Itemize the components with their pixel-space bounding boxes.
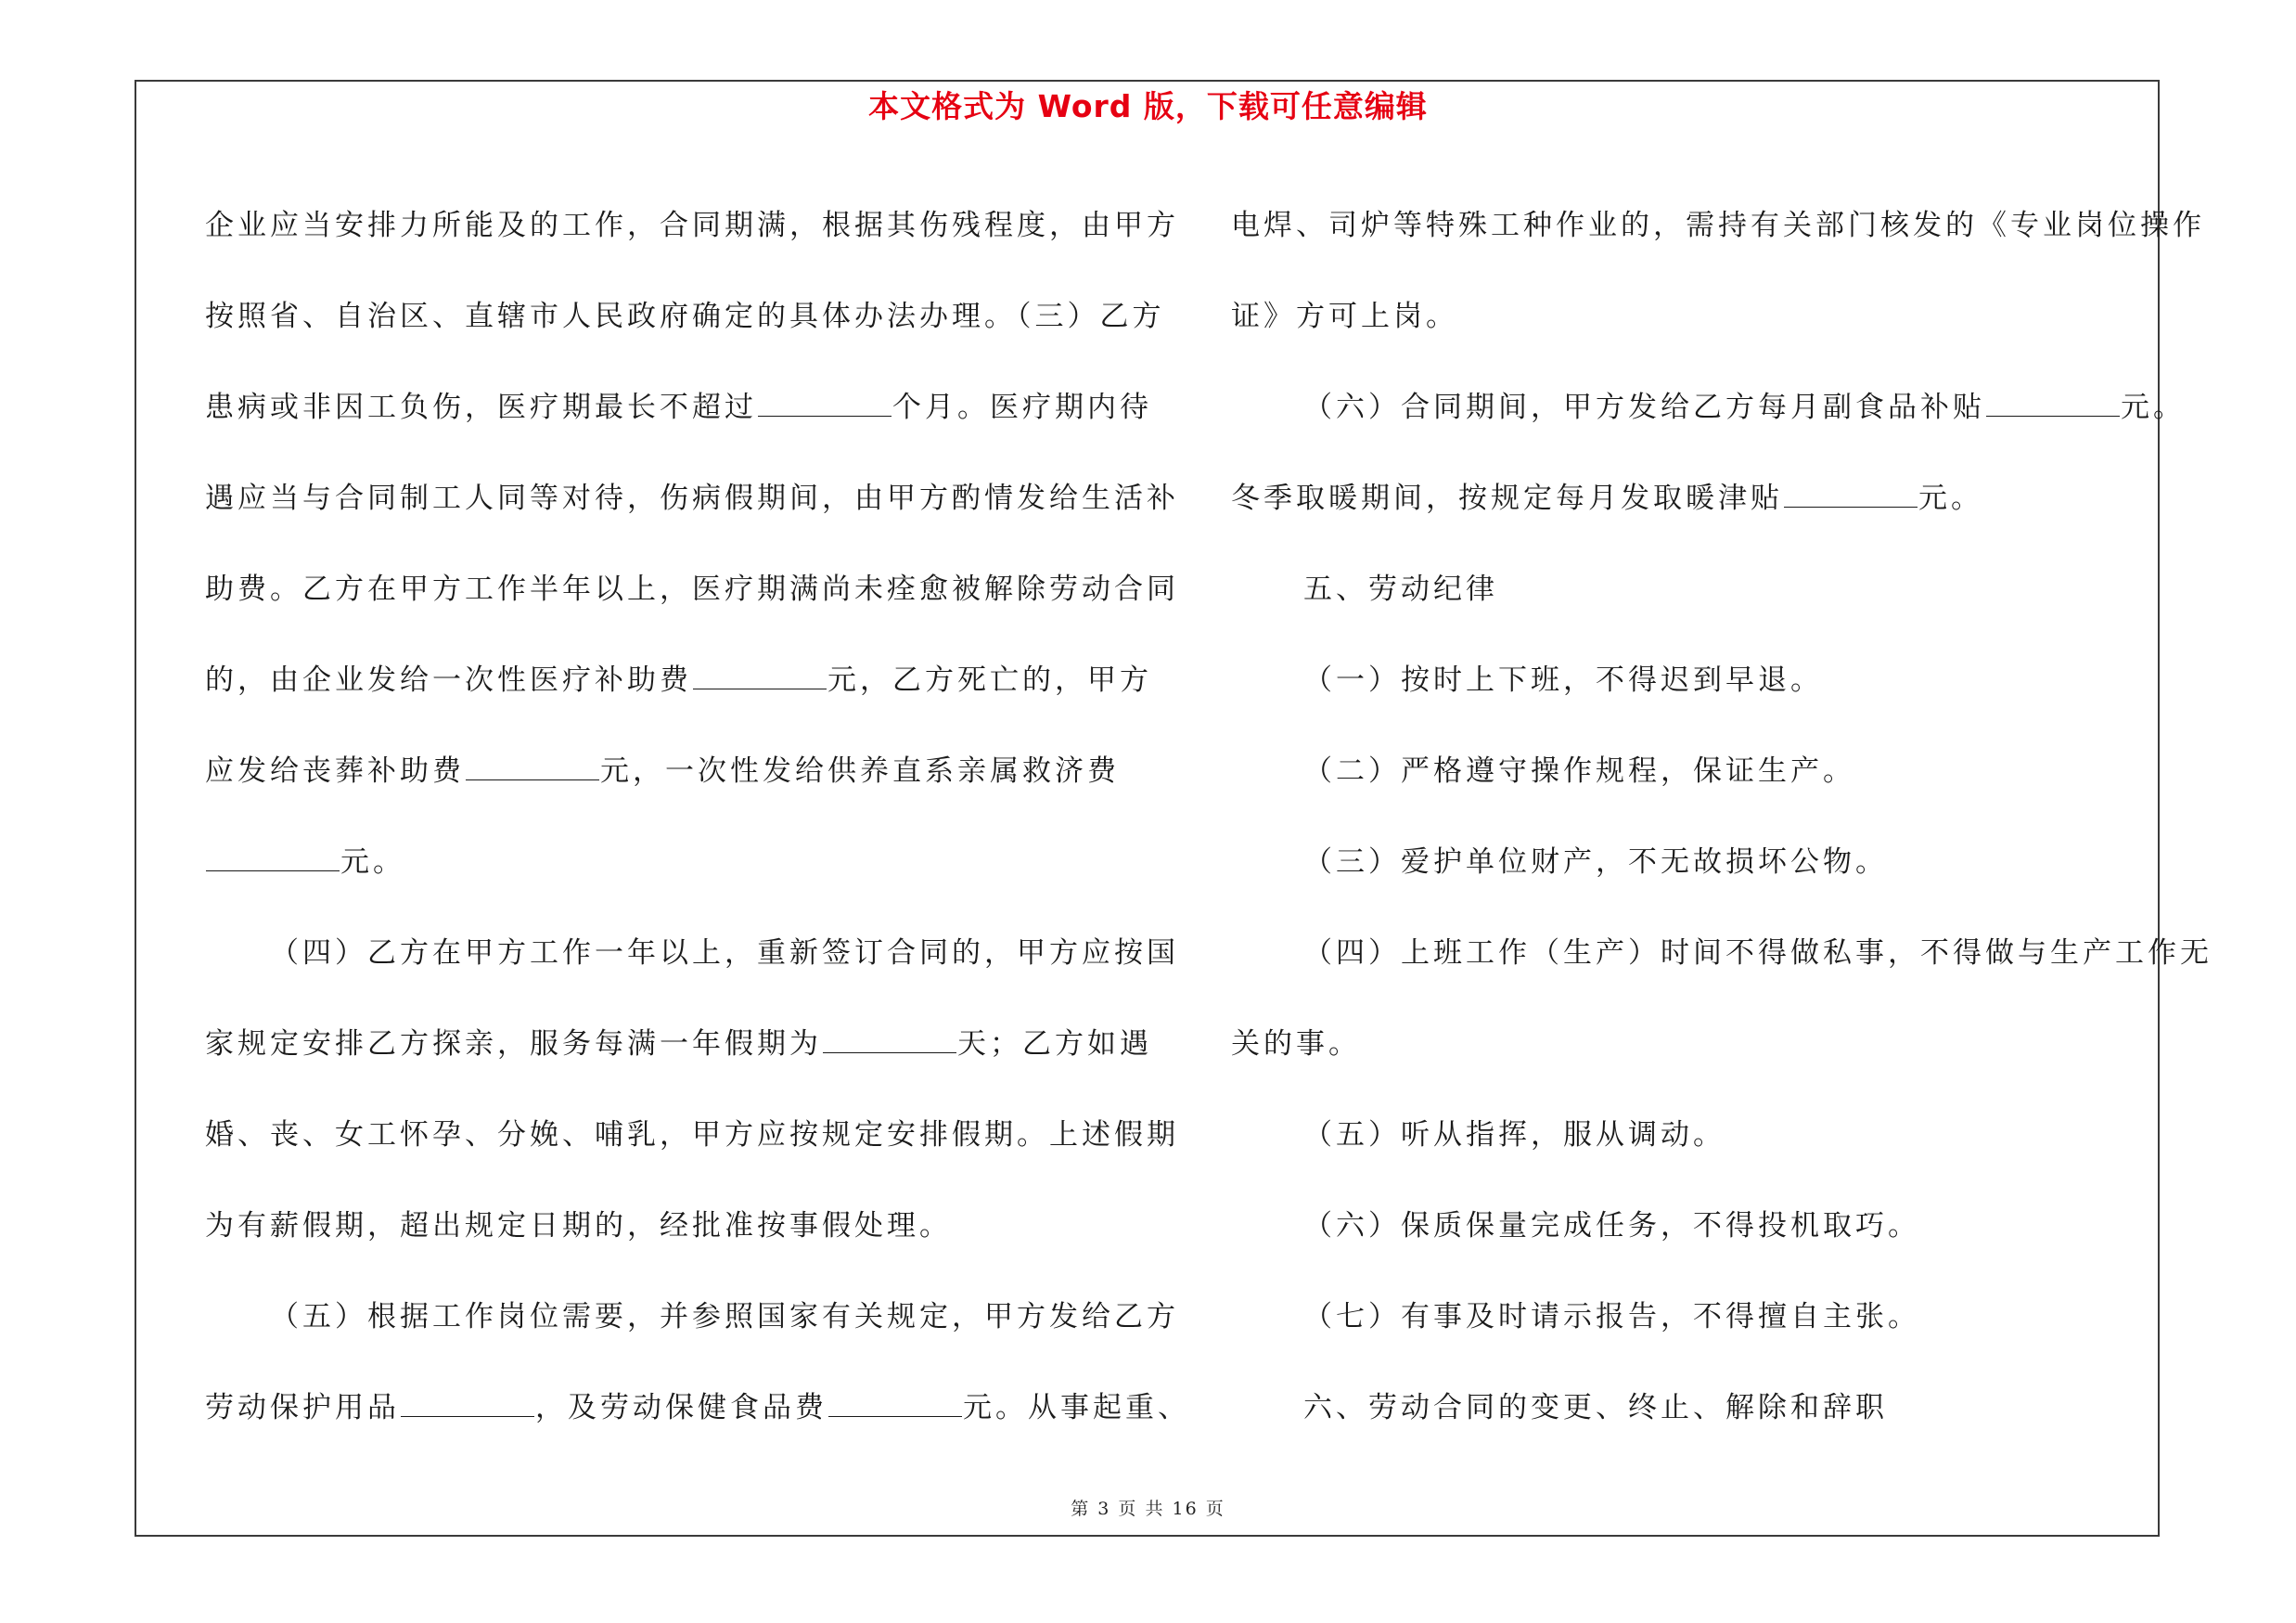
fill-in-blank[interactable]: [828, 1390, 962, 1417]
text-segment: （七）有事及时请示报告，不得擅自主张。: [1303, 1300, 1920, 1333]
text-segment: 助费。乙方在甲方工作半年以上，医疗期满尚未痊愈被解除劳动合同: [205, 573, 1179, 606]
text-segment: ，及劳动保健食品费: [535, 1391, 827, 1424]
text-line: [1231, 908, 2213, 998]
text-line: [205, 1362, 1190, 1453]
fill-in-blank[interactable]: [823, 1026, 956, 1053]
text-segment: 冬季取暖期间，按规定每月发取暖津贴: [1231, 482, 1783, 515]
text-segment: 电焊、司炉等特殊工种作业的，需持有关部门核发的《专业岗位操作: [1231, 209, 2205, 242]
text-line: [205, 817, 1133, 908]
fill-in-blank[interactable]: [1784, 481, 1918, 508]
text-segment: 六、劳动合同的变更、终止、解除和辞职: [1303, 1391, 1888, 1424]
text-segment: （六）合同期间，甲方发给乙方每月副食品补贴: [1303, 391, 1985, 424]
format-notice-banner: 本文格式为 Word 版，下载可任意编辑: [868, 88, 1428, 124]
text-segment: 五、劳动纪律: [1303, 573, 1498, 606]
text-line: [1231, 362, 2186, 453]
text-segment: 天；乙方如遇: [957, 1027, 1152, 1061]
text-segment: （四）乙方在甲方工作一年以上，重新签订合同的，甲方应按国: [270, 936, 1179, 970]
page-number: 第 3 页 共 16 页: [1071, 1499, 1225, 1519]
text-segment: （五）根据工作岗位需要，并参照国家有关规定，甲方发给乙方: [270, 1300, 1179, 1333]
fill-in-blank[interactable]: [401, 1390, 534, 1417]
text-segment: 元。: [340, 845, 405, 879]
fill-in-blank[interactable]: [466, 754, 599, 780]
text-line: [1231, 453, 2159, 544]
text-segment: 企业应当安排力所能及的工作，合同期满，根据其伤残程度，由甲方: [205, 209, 1179, 242]
text-line: [1231, 726, 2159, 817]
text-line: [1231, 180, 2205, 271]
text-segment: 遇应当与合同制工人同等对待，伤病假期间，由甲方酌情发给生活补: [205, 482, 1179, 515]
text-line: [205, 1271, 1179, 1362]
text-segment: 患病或非因工负伤，医疗期最长不超过: [205, 391, 757, 424]
text-line: [205, 271, 1165, 362]
text-line: [205, 362, 1152, 453]
text-segment: 劳动保护用品: [205, 1391, 400, 1424]
fill-in-blank[interactable]: [206, 844, 340, 871]
text-line: [1231, 1089, 2159, 1180]
fill-in-blank[interactable]: [693, 663, 827, 689]
text-segment: 的，由企业发给一次性医疗补助费: [205, 663, 692, 697]
text-line: [1231, 1271, 2159, 1362]
text-segment: 婚、丧、女工怀孕、分娩、哺乳，甲方应按规定安排假期。上述假期: [205, 1118, 1179, 1152]
text-segment: 元。: [2121, 391, 2186, 424]
text-segment: 证》方可上岗。: [1231, 300, 1458, 333]
text-line: [205, 180, 1179, 271]
text-segment: 元，乙方死亡的，甲方: [827, 663, 1152, 697]
text-segment: （五）听从指挥，服从调动。: [1303, 1118, 1725, 1152]
text-line: [1231, 1180, 2159, 1271]
text-segment: 个月。医疗期内待: [892, 391, 1152, 424]
text-line: [205, 908, 1179, 998]
text-segment: 元，一次性发给供养直系亲属救济费: [600, 754, 1120, 788]
fill-in-blank[interactable]: [1986, 390, 2120, 417]
text-segment: 应发给丧葬补助费: [205, 754, 465, 788]
text-segment: 元。: [1918, 482, 1983, 515]
text-segment: 家规定安排乙方探亲，服务每满一年假期为: [205, 1027, 822, 1061]
text-line: [205, 1089, 1179, 1180]
text-line: [1231, 271, 2159, 362]
section-heading: [1231, 544, 2159, 635]
text-segment: 按照省、自治区、直辖市人民政府确定的具体办法办理。（三）乙方: [205, 300, 1165, 333]
text-segment: （六）保质保量完成任务，不得投机取巧。: [1303, 1209, 1920, 1243]
text-segment: （一）按时上下班，不得迟到早退。: [1303, 663, 1823, 697]
text-segment: （四）上班工作（生产）时间不得做私事，不得做与生产工作无: [1303, 936, 2213, 970]
text-line: [205, 726, 1133, 817]
text-segment: 元。从事起重、: [963, 1391, 1190, 1424]
text-line: [1231, 998, 2159, 1089]
text-segment: （二）严格遵守操作规程，保证生产。: [1303, 754, 1855, 788]
text-line: [205, 453, 1179, 544]
fill-in-blank[interactable]: [758, 390, 891, 417]
text-line: [1231, 635, 2159, 726]
text-segment: （三）爱护单位财产，不无故损坏公物。: [1303, 845, 1888, 879]
text-line: [205, 998, 1152, 1089]
text-line: [205, 1180, 1133, 1271]
text-segment: 关的事。: [1231, 1027, 1361, 1061]
text-line: [1231, 817, 2159, 908]
text-line: [205, 635, 1152, 726]
text-line: [205, 544, 1179, 635]
text-segment: 为有薪假期，超出规定日期的，经批准按事假处理。: [205, 1209, 952, 1243]
section-heading: [1231, 1362, 2159, 1453]
left-column: [205, 180, 1190, 1453]
right-column: [1231, 180, 2213, 1453]
